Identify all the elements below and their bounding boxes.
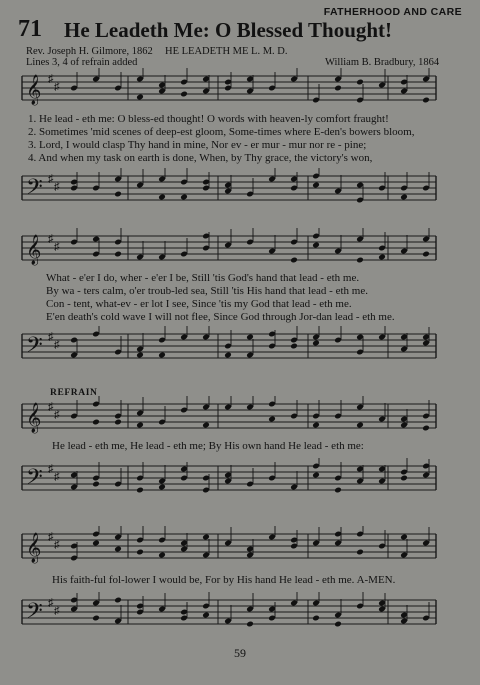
author-credit: Rev. Joseph H. Gilmore, 1862 bbox=[26, 46, 153, 57]
note-head bbox=[136, 487, 144, 494]
note-head bbox=[400, 194, 408, 201]
verse-line: By wa - ters calm, o'er troub-led sea, Still 'tis His hand that lead - eth me. bbox=[46, 285, 368, 297]
verse-line: E'en death's cold wave I will not flee, Since God through Jor-dan lead - eth me. bbox=[46, 311, 395, 323]
note-head bbox=[422, 425, 430, 432]
clef-icon: 𝄢 bbox=[26, 465, 43, 495]
note-head bbox=[290, 343, 298, 350]
note-head bbox=[224, 352, 232, 359]
sharp-icon: ♯ bbox=[54, 81, 60, 93]
note-head bbox=[268, 416, 276, 423]
sharp-icon: ♯ bbox=[48, 463, 54, 475]
verse-line: 4. And when my task on earth is done, When, by Thy grace, the victory's won, bbox=[28, 152, 373, 164]
sharp-icon: ♯ bbox=[54, 339, 60, 351]
treble-staff bbox=[18, 228, 438, 278]
note-head bbox=[246, 621, 254, 628]
sharp-icon: ♯ bbox=[54, 539, 60, 551]
note-head bbox=[312, 182, 320, 189]
note-head bbox=[136, 352, 144, 359]
bass-staff bbox=[18, 592, 438, 642]
hymn-title: He Leadeth Me: O Blessed Thought! bbox=[64, 18, 393, 42]
verse-line: Con - tent, what-ev - er lot I see, Since 'tis my God that lead - eth me. bbox=[46, 298, 352, 310]
note-head bbox=[356, 257, 364, 264]
refrain-line: He lead - eth me, He lead - eth me; By His own hand He lead - eth me: bbox=[52, 440, 364, 452]
note-head bbox=[92, 615, 100, 622]
note-head bbox=[114, 597, 122, 604]
note-head bbox=[334, 487, 342, 494]
note-head bbox=[422, 251, 430, 258]
hymn-number: 71 bbox=[18, 16, 42, 42]
note-head bbox=[180, 91, 188, 98]
note-head bbox=[114, 419, 122, 426]
treble-staff bbox=[18, 68, 438, 118]
note-head bbox=[422, 97, 430, 104]
composer-credit: William B. Bradbury, 1864 bbox=[325, 57, 440, 68]
sharp-icon: ♯ bbox=[48, 173, 54, 185]
note-head bbox=[312, 615, 320, 622]
clef-icon: 𝄢 bbox=[26, 175, 43, 205]
treble-staff bbox=[18, 526, 438, 576]
note-head bbox=[92, 481, 100, 488]
note-head bbox=[356, 422, 364, 429]
note-head bbox=[202, 612, 210, 619]
clef-icon: 𝄢 bbox=[26, 333, 43, 363]
clef-icon: 𝄞 bbox=[26, 533, 42, 563]
note-head bbox=[92, 419, 100, 426]
note-head bbox=[312, 472, 320, 479]
note-head bbox=[312, 340, 320, 347]
section-title: FATHERHOOD AND CARE bbox=[323, 6, 462, 18]
note-head bbox=[334, 621, 342, 628]
note-head bbox=[334, 85, 342, 92]
note-head bbox=[114, 191, 122, 198]
clef-icon: 𝄞 bbox=[26, 403, 42, 433]
note-head bbox=[400, 475, 408, 482]
sharp-icon: ♯ bbox=[48, 531, 54, 543]
sharp-icon: ♯ bbox=[54, 471, 60, 483]
refrain-line: His faith-ful fol-lower I would be, For by His hand He lead - eth me. A-MEN. bbox=[52, 574, 396, 586]
clef-icon: 𝄢 bbox=[26, 599, 43, 629]
bass-staff bbox=[18, 326, 438, 376]
author-note: Lines 3, 4 of refrain added bbox=[26, 57, 138, 68]
note-head bbox=[136, 422, 144, 429]
page-number: 59 bbox=[234, 646, 246, 660]
note-head bbox=[136, 549, 144, 556]
note-head bbox=[290, 257, 298, 264]
sharp-icon: ♯ bbox=[54, 605, 60, 617]
bass-staff bbox=[18, 168, 438, 218]
sharp-icon: ♯ bbox=[54, 241, 60, 253]
sharp-icon: ♯ bbox=[54, 409, 60, 421]
sharp-icon: ♯ bbox=[48, 73, 54, 85]
note-head bbox=[158, 552, 166, 559]
note-head bbox=[202, 422, 210, 429]
treble-staff bbox=[18, 396, 438, 446]
clef-icon: 𝄞 bbox=[26, 235, 42, 265]
verse-line: 1. He lead - eth me: O bless-ed thought! O words with heaven-ly comfort fraught! bbox=[28, 113, 389, 125]
bass-staff bbox=[18, 458, 438, 508]
note-head bbox=[136, 94, 144, 101]
sharp-icon: ♯ bbox=[54, 181, 60, 193]
sharp-icon: ♯ bbox=[48, 331, 54, 343]
note-head bbox=[158, 484, 166, 491]
note-head bbox=[312, 422, 320, 429]
sharp-icon: ♯ bbox=[48, 401, 54, 413]
note-head bbox=[158, 194, 166, 201]
refrain-label: REFRAIN bbox=[50, 388, 98, 398]
clef-icon: 𝄞 bbox=[26, 75, 42, 105]
note-head bbox=[114, 546, 122, 553]
note-head bbox=[180, 194, 188, 201]
tune-name: HE LEADETH ME L. M. D. bbox=[165, 46, 288, 57]
note-head bbox=[158, 352, 166, 359]
verse-line: What - e'er I do, wher - e'er I be, Still 'tis God's hand that lead - eth me. bbox=[46, 272, 360, 284]
note-head bbox=[378, 254, 386, 261]
note-head bbox=[114, 251, 122, 258]
verse-line: 3. Lord, I would clasp Thy hand in mine, Nor ev - er mur - mur nor re - pine; bbox=[28, 139, 367, 151]
sharp-icon: ♯ bbox=[48, 597, 54, 609]
note-head bbox=[356, 549, 364, 556]
sharp-icon: ♯ bbox=[48, 233, 54, 245]
verse-line: 2. Sometimes 'mid scenes of deep-est gloom, Some-times where E-den's bowers bloom, bbox=[28, 126, 415, 138]
note-head bbox=[312, 242, 320, 249]
note-head bbox=[92, 540, 100, 547]
